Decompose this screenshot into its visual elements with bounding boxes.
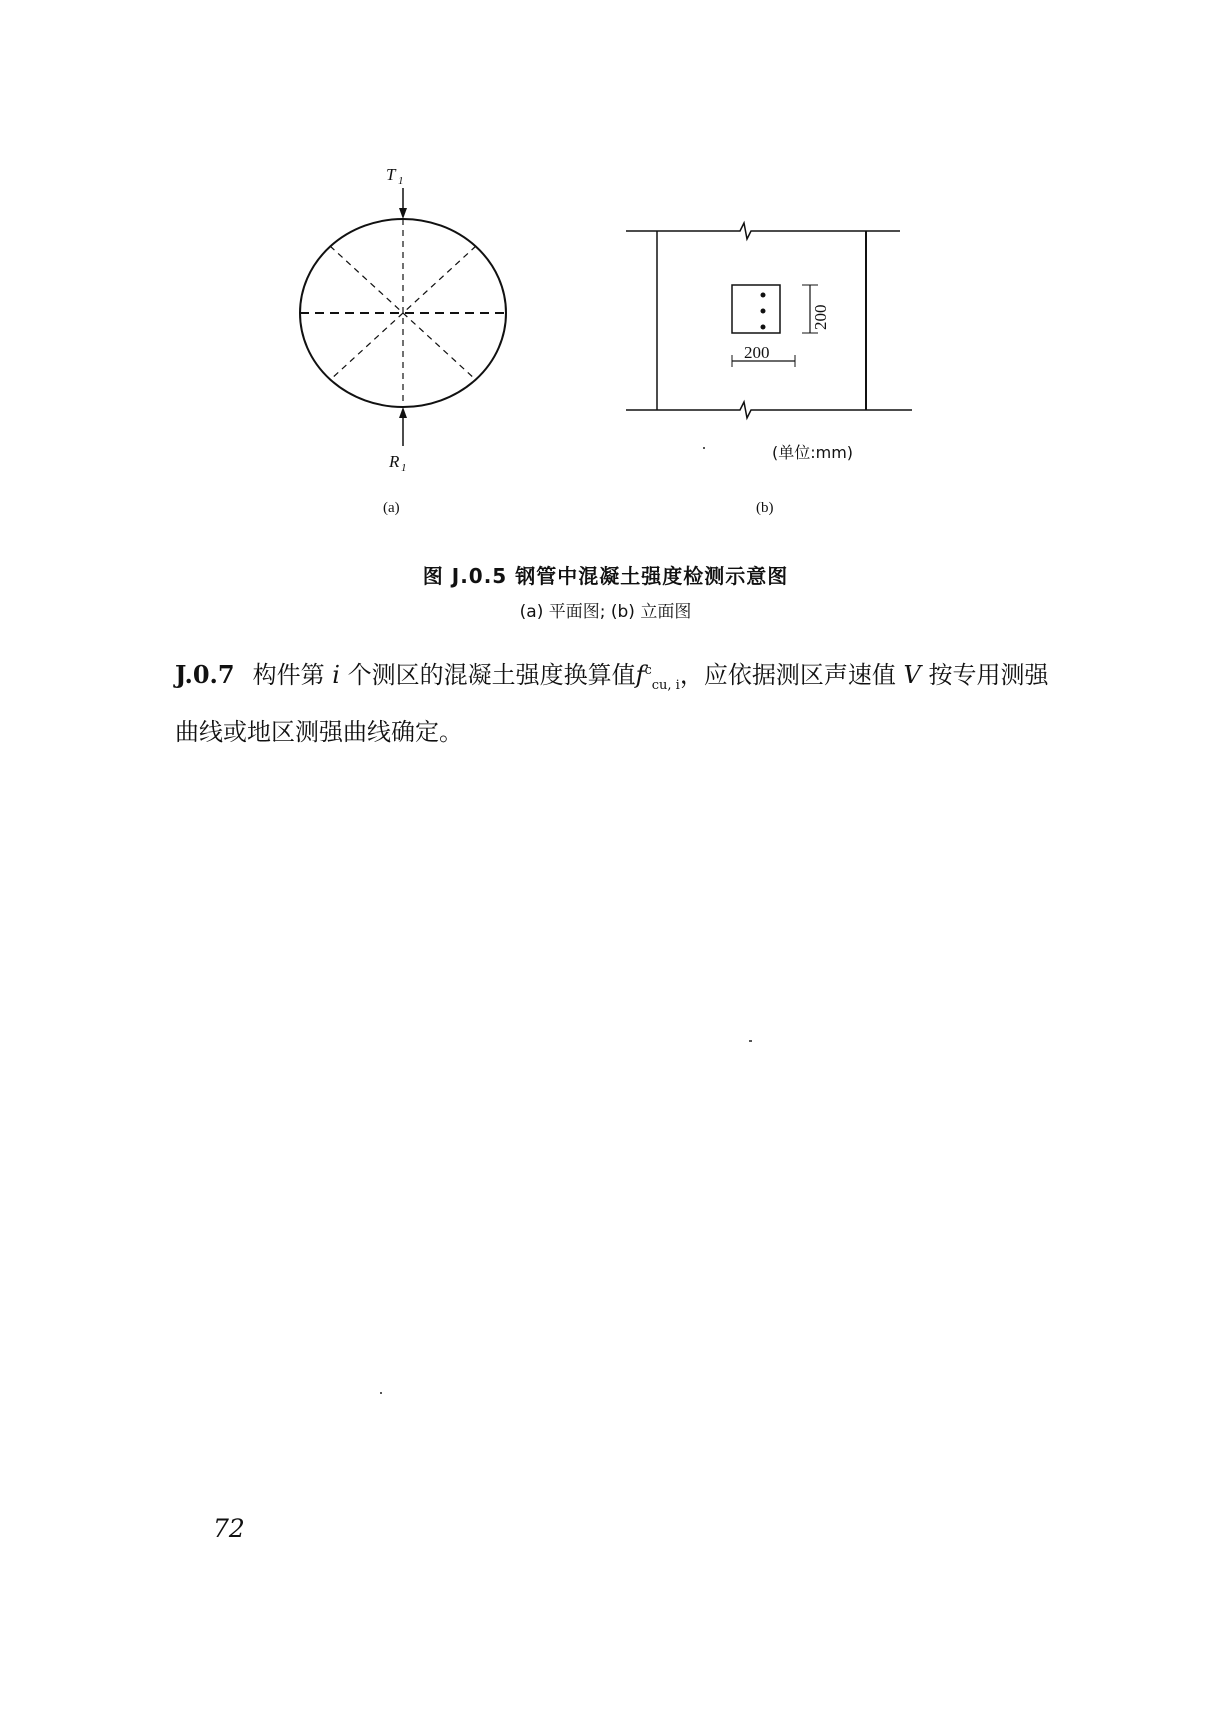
figure-caption-sub: (a) 平面图; (b) 立面图 [519,602,692,622]
elevation-view [626,223,912,516]
symbol-sub: cu, i [651,677,680,693]
clause-text-2: 个测区的混凝土强度换算值 [347,661,636,689]
clause-text-3: ，应依据测区声速值 [679,661,896,689]
symbol-base: f [635,661,645,689]
strength-symbol [635,661,680,693]
receiver-arrow-icon [399,407,407,418]
test-zone [732,285,780,333]
clause-text-4: 按专用测强曲线或地区测强曲线确定。 [175,661,1049,746]
unit-note: (单位:mm) [772,443,854,462]
measuring-point-1 [761,293,766,298]
clause-text-1: 构件第 [252,661,325,689]
receiver-label: R [389,452,400,471]
receiver-label-sub: 1 [401,462,407,474]
plan-view [300,165,506,516]
scan-speck [380,1392,382,1394]
break-line-bottom [626,402,912,418]
break-line-top [626,223,900,239]
dim-label-horizontal: 200 [744,343,770,362]
dim-label-vertical: 200 [811,304,830,330]
figure-j05 [0,0,1211,540]
transmitter-label: T [386,165,396,184]
figure-caption-title: 图 J.0.5 钢管中混凝土强度检测示意图 [422,564,789,588]
symbol-sup: c [644,663,652,678]
scan-speck [749,1040,752,1042]
page-number: 72 [213,1514,245,1543]
transmitter-arrow-icon [399,208,407,219]
clause-number: J.0.7 [175,660,235,689]
clause-var-i: i [332,661,340,689]
panel-label-a: (a) [383,500,400,516]
transmitter-label-sub: 1 [398,175,404,187]
panel-label-b: (b) [756,500,774,516]
clause-j07 [175,648,1055,755]
scan-speck [703,447,705,449]
measuring-point-2 [761,309,766,314]
measuring-point-3 [761,325,766,330]
clause-var-v: V [903,661,921,689]
